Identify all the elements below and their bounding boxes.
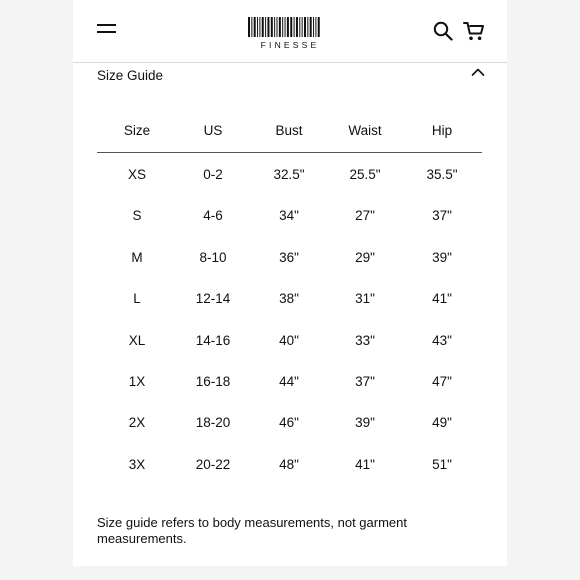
column-header-hip: Hip (431, 123, 453, 138)
table-cell: 48" (279, 456, 299, 472)
barcode-bar (282, 17, 283, 37)
table-cell: 40" (279, 332, 299, 348)
size-guide-toggle[interactable]: Size Guide (97, 68, 164, 83)
barcode-bar (274, 17, 275, 37)
table-cell: 37" (432, 208, 452, 224)
barcode-bar (304, 17, 306, 37)
barcode-bar (315, 17, 316, 37)
table-cell: L (133, 291, 141, 307)
table-cell: 46" (279, 415, 299, 431)
site-header (73, 0, 507, 62)
header-divider (73, 62, 507, 63)
table-cell: 41" (432, 291, 452, 307)
table-cell: 44" (279, 373, 299, 389)
barcode-bar (279, 17, 281, 37)
table-cell: 35.5" (426, 167, 458, 182)
table-cell: 43" (432, 332, 452, 348)
table-cell: 3X (128, 456, 146, 472)
table-cell: XS (127, 167, 146, 182)
barcode-bar (296, 17, 298, 37)
table-cell: 34" (279, 208, 299, 224)
table-cell: 12-14 (195, 291, 231, 307)
table-row (97, 153, 482, 194)
table-cell: M (131, 249, 143, 265)
table-cell: 2X (128, 415, 146, 431)
table-cell: 14-16 (195, 332, 231, 348)
barcode-bar (313, 17, 314, 37)
search-icon[interactable] (433, 21, 453, 41)
table-cell: 27" (355, 208, 375, 224)
barcode-bar (290, 17, 292, 37)
column-header-size: Size (123, 123, 151, 138)
barcode-bar (294, 17, 295, 37)
table-cell: 4-6 (203, 208, 223, 224)
table-row (97, 401, 482, 442)
table-cell: 33" (355, 332, 375, 348)
barcode-bar (254, 17, 256, 37)
table-row (97, 194, 482, 235)
cart-icon[interactable] (463, 20, 485, 42)
product-panel (73, 0, 507, 566)
table-row (97, 360, 482, 401)
table-row (97, 236, 482, 277)
table-cell: 18-20 (195, 415, 231, 431)
barcode-bar (299, 17, 300, 37)
barcode-bar (307, 17, 308, 37)
table-cell: 0-2 (203, 167, 223, 182)
table-cell: 38" (279, 291, 299, 307)
table-cell: 8-10 (199, 249, 227, 265)
table-cell: 16-18 (195, 373, 231, 389)
barcode-bar (302, 17, 303, 37)
table-cell: S (132, 208, 142, 224)
size-table (97, 110, 482, 484)
barcode-bar (262, 17, 264, 37)
table-cell: 32.5" (273, 167, 305, 182)
table-header (97, 110, 482, 153)
table-row (97, 443, 482, 484)
barcode-bar (318, 17, 320, 37)
column-header-waist: Waist (348, 123, 382, 138)
barcode-bar (259, 17, 260, 37)
table-cell: 39" (355, 415, 375, 431)
barcode-bar (257, 17, 258, 37)
hamburger-menu-icon[interactable] (97, 22, 117, 36)
barcode-bar (310, 17, 312, 37)
table-cell: 25.5" (349, 167, 381, 182)
chevron-up-icon[interactable] (471, 67, 485, 77)
table-cell: XL (128, 332, 146, 348)
table-row (97, 319, 482, 360)
table-cell: 29" (355, 249, 375, 265)
column-header-bust: Bust (275, 123, 303, 138)
table-cell: 39" (432, 249, 452, 265)
barcode-bar (271, 17, 273, 37)
barcode-bar (248, 17, 250, 37)
column-header-us: US (203, 123, 223, 138)
table-cell: 51" (432, 456, 452, 472)
table-cell: 47" (432, 373, 452, 389)
size-guide-note: Size guide refers to body measurements, not garment measurements. (97, 515, 407, 546)
table-cell: 49" (432, 415, 452, 431)
table-body (97, 153, 482, 484)
brand-logo[interactable] (233, 17, 347, 49)
table-cell: 31" (355, 291, 375, 307)
barcode-bar (265, 17, 266, 37)
table-cell: 37" (355, 373, 375, 389)
table-cell: 1X (128, 373, 146, 389)
barcode-bar (285, 17, 286, 37)
table-cell: 36" (279, 249, 299, 265)
table-cell: 20-22 (195, 456, 231, 472)
barcode-bar (277, 17, 278, 37)
barcode-logo-mark (248, 17, 334, 37)
barcode-bar (287, 17, 289, 37)
barcode-bar (267, 17, 269, 37)
barcode-bar (251, 17, 252, 37)
table-cell: 41" (355, 456, 375, 472)
brand-name: FINESSE (260, 40, 320, 50)
table-row (97, 277, 482, 318)
